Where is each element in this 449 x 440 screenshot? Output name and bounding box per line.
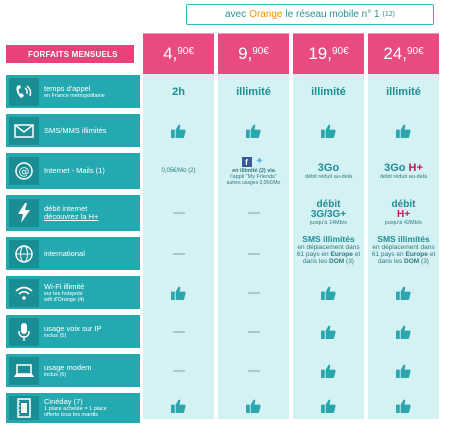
wifi-icon [9, 279, 39, 307]
cell-intl-2 [218, 237, 289, 270]
banner-suffix: le réseau mobile n° 1 [285, 9, 380, 20]
phone-wave-icon [9, 78, 39, 106]
price-9-90[interactable] [218, 33, 289, 74]
plans-header-label [6, 45, 134, 63]
thumbs-up-icon [321, 364, 336, 378]
cell-sms-3 [293, 114, 364, 147]
globe-at-icon [9, 157, 39, 185]
cell-speed-2 [218, 195, 289, 231]
price-24-90[interactable] [368, 33, 439, 74]
thumbs-up-icon [396, 325, 411, 339]
cell-intl-1 [143, 237, 214, 270]
thumbs-up-icon [396, 399, 411, 413]
price-cents: 90€ [252, 45, 269, 57]
not-included-dash [173, 253, 185, 255]
intl-sms: SMS illimités [302, 233, 355, 244]
row-label-call-time [6, 75, 140, 108]
cell-cineday-1 [143, 393, 214, 419]
cell-sms-1 [143, 114, 214, 147]
wifi-sub1: sur les hotspots [44, 290, 83, 297]
myfriends-line1: en illimité (2) via [232, 167, 275, 174]
microphone-icon [9, 318, 39, 346]
cell-voip-3 [293, 315, 364, 348]
cell-internet-3 [293, 153, 364, 189]
cell-sms-2 [218, 114, 289, 147]
data-allowance: 3Go [317, 162, 340, 174]
intl-line3a: 61 pays en [371, 250, 404, 258]
cell-call-4 [368, 75, 439, 108]
cell-speed-1 [143, 195, 214, 231]
speed-label: débit [391, 199, 416, 210]
speed-tech: H+ [396, 209, 411, 220]
not-included-dash [248, 253, 260, 255]
speed-max: jusqu'à 14Mb/s [310, 220, 347, 226]
thumbs-up-icon [396, 124, 411, 138]
thumbs-up-icon [171, 286, 186, 300]
intl-line4c: (3) [421, 257, 429, 265]
call-value: illimité [311, 85, 346, 98]
cineday-sub1: 1 place achetée = 1 place [44, 406, 107, 412]
not-included-dash [173, 370, 185, 372]
call-title: temps d'appel [44, 83, 91, 93]
intl-line4a: dans les [303, 257, 328, 265]
cell-intl-4 [368, 229, 439, 269]
not-included-dash [173, 331, 185, 333]
thumbs-up-icon [321, 399, 336, 413]
cell-internet-1 [143, 153, 214, 189]
envelope-icon [9, 117, 39, 145]
intl-dom: DOM [329, 257, 345, 265]
call-value: 2h [172, 85, 185, 98]
cell-sms-4 [368, 114, 439, 147]
cell-intl-3 [293, 229, 364, 269]
cell-cineday-4 [368, 393, 439, 419]
cell-speed-4 [368, 195, 439, 231]
not-included-dash [248, 331, 260, 333]
sms-title: SMS/MMS illimités [44, 125, 107, 135]
twitter-icon: ✦ [255, 155, 264, 167]
cell-call-3 [293, 75, 364, 108]
row-label-modem [6, 354, 140, 387]
wifi-sub2: wifi d'Orange (4) [44, 296, 85, 303]
speed-tech: 3G/3G+ [310, 209, 347, 220]
chevron-right-icon: ››› [120, 44, 124, 61]
thumbs-up-icon [321, 286, 336, 300]
myfriends-line3: autres usages 0,05€/Mo [226, 179, 281, 186]
cell-modem-1 [143, 354, 214, 387]
not-included-dash [248, 370, 260, 372]
data-allowance-note: débit réduit au-delà [379, 174, 428, 180]
intl-line3a: 61 pays en [296, 250, 329, 258]
globe-icon [9, 240, 39, 268]
cell-voip-2 [218, 315, 289, 348]
cell-cineday-2 [218, 393, 289, 419]
row-label-speed [6, 195, 140, 231]
banner-prefix: avec [225, 9, 247, 20]
hplus-badge: H+ [408, 162, 423, 174]
price-main: 4, [163, 44, 178, 63]
cell-internet-4 [368, 153, 439, 189]
voip-sub: inclus (5) [44, 332, 67, 339]
data-allowance: 3Go [384, 162, 406, 174]
call-value: illimité [236, 85, 271, 98]
speed-max: jusqu'à 42Mb/s [385, 220, 422, 226]
call-value: illimité [386, 85, 421, 98]
intl-line2: en déplacement dans [372, 243, 435, 251]
not-included-dash [173, 212, 185, 214]
film-icon [9, 396, 39, 420]
speed-title: débit internet [44, 204, 88, 213]
cell-wifi-3 [293, 276, 364, 309]
not-included-dash [248, 212, 260, 214]
intl-line3c: et [354, 250, 361, 258]
call-subtitle: en France metropolitaine [44, 92, 105, 99]
row-label-wifi [6, 276, 140, 309]
facebook-icon: f [242, 157, 252, 167]
internet-value: 0,05€/Mo (2) [161, 168, 196, 174]
cell-wifi-2 [218, 276, 289, 309]
price-main: 19, [308, 44, 332, 63]
intl-line3c: et [429, 250, 436, 258]
thumbs-up-icon [321, 124, 336, 138]
row-label-voip [6, 315, 140, 348]
voip-title: usage voix sur IP [44, 323, 102, 333]
cell-wifi-1 [143, 276, 214, 309]
intl-sms: SMS illimités [377, 233, 430, 244]
cell-voip-1 [143, 315, 214, 348]
cell-speed-3 [293, 195, 364, 231]
cell-call-1 [143, 75, 214, 108]
intl-dom: DOM [404, 257, 420, 265]
price-19-90[interactable] [293, 33, 364, 74]
myfriends-line2: l'appli "My Friends" [230, 173, 277, 180]
price-main: 9, [238, 44, 253, 63]
banner-brand: Orange [249, 9, 283, 20]
cell-cineday-3 [293, 393, 364, 419]
row-label-international [6, 237, 140, 270]
internet-title: Internet - Mails (1) [44, 166, 105, 175]
intl-europe: Europe [330, 250, 353, 258]
laptop-icon [9, 357, 39, 385]
price-main: 24, [383, 44, 407, 63]
thumbs-up-icon [246, 124, 261, 138]
thumbs-up-icon [396, 286, 411, 300]
price-cents: 90€ [406, 45, 424, 57]
cell-call-2 [218, 75, 289, 108]
cell-internet-2 [218, 153, 289, 189]
intl-line4a: dans les [378, 257, 403, 265]
wifi-title: Wi-Fi illimité [44, 281, 85, 291]
plans-header-text: FORFAITS MENSUELS [28, 49, 118, 59]
price-4-90[interactable] [143, 33, 214, 74]
discover-hplus-link[interactable]: découvrez la H+ [44, 212, 99, 221]
banner-note: (12) [382, 11, 395, 18]
speed-label: débit [316, 199, 341, 210]
cell-modem-3 [293, 354, 364, 387]
thumbs-up-icon [171, 124, 186, 138]
modem-title: usage modem [44, 362, 92, 372]
thumbs-up-icon [321, 325, 336, 339]
thumbs-up-icon [396, 364, 411, 378]
price-cents: 90€ [331, 45, 349, 57]
cell-wifi-4 [368, 276, 439, 309]
lightning-icon [9, 199, 39, 227]
price-cents: 90€ [177, 45, 194, 57]
intl-line4c: (3) [346, 257, 354, 265]
modem-sub: inclus (6) [44, 371, 67, 378]
network-banner [186, 4, 434, 25]
data-allowance-note: débit réduit au-delà [304, 174, 353, 180]
thumbs-up-icon [246, 399, 261, 413]
cell-modem-4 [368, 354, 439, 387]
thumbs-up-icon [171, 399, 186, 413]
intl-line2: en déplacement dans [297, 243, 360, 251]
international-title: international [44, 248, 85, 258]
row-label-cineday [6, 393, 140, 423]
intl-europe: Europe [405, 250, 428, 258]
cineday-sub2: offerte tous les mardis [44, 412, 99, 418]
cell-modem-2 [218, 354, 289, 387]
row-label-sms [6, 114, 140, 147]
svg-text:@: @ [18, 165, 30, 178]
cell-voip-4 [368, 315, 439, 348]
not-included-dash [248, 292, 260, 294]
row-label-internet [6, 153, 140, 189]
cineday-title: Cinéday (7) [44, 397, 83, 406]
